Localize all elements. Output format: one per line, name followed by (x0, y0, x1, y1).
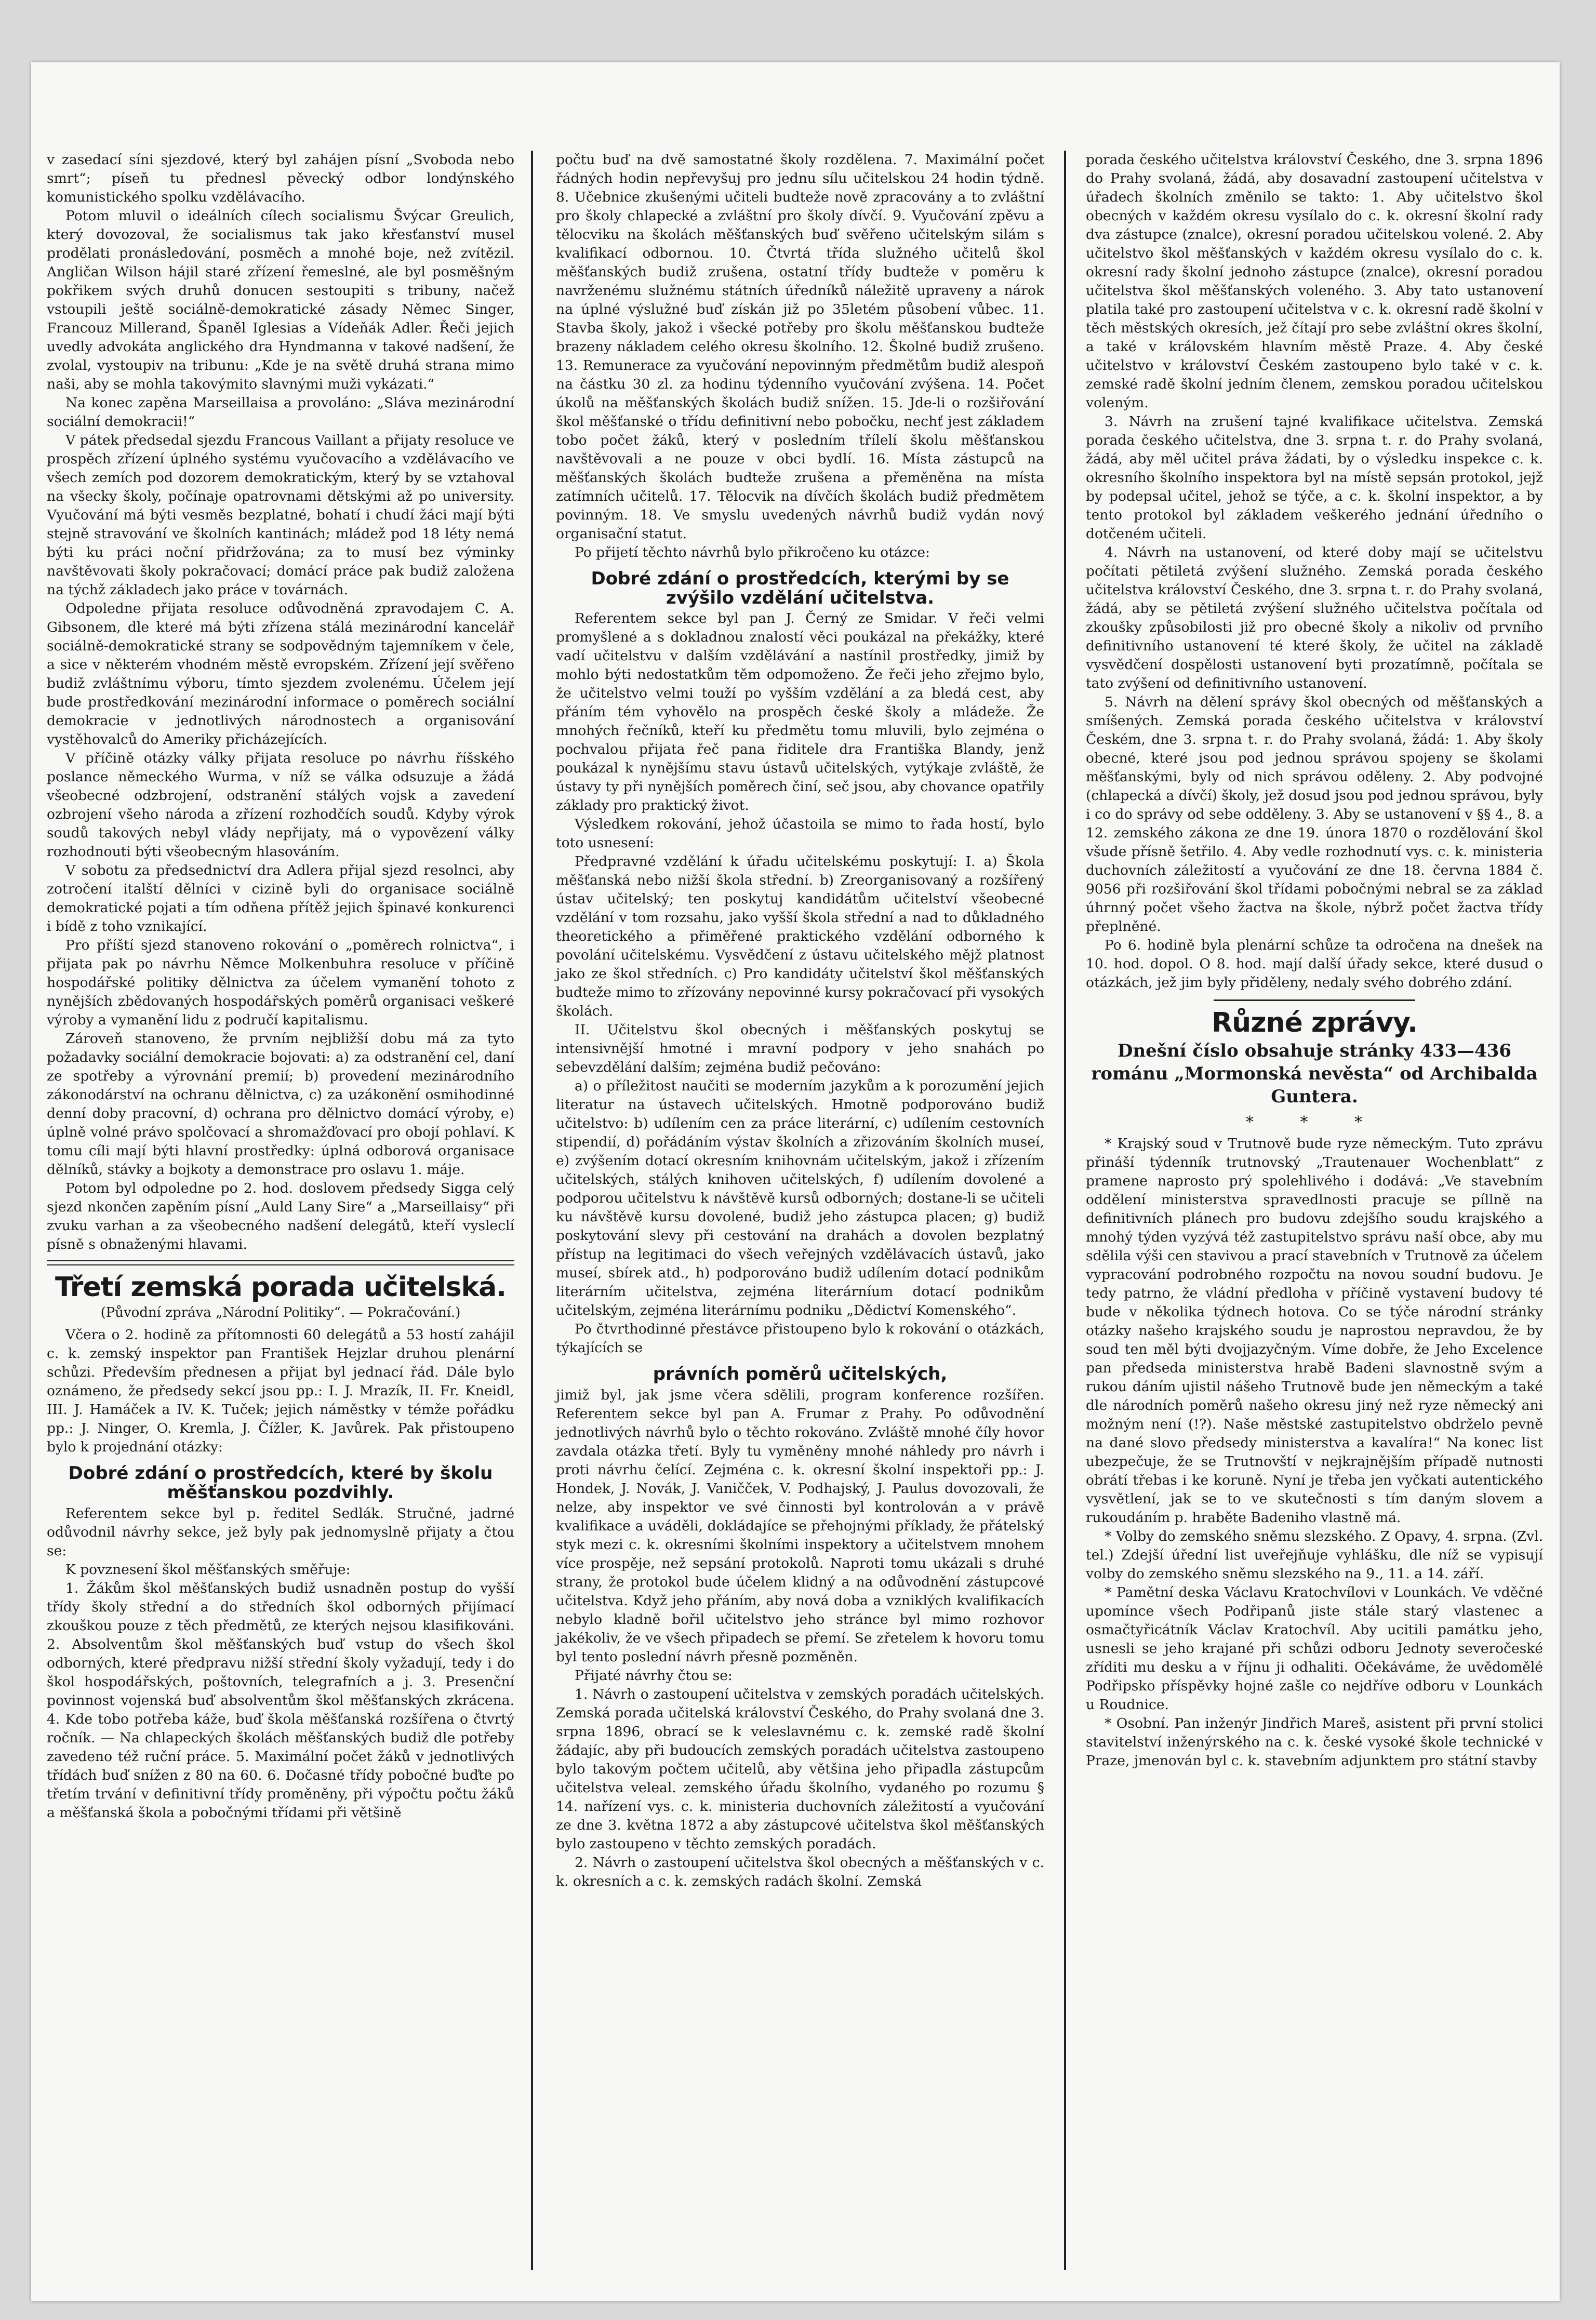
newspaper-page (31, 62, 1560, 2301)
article-paragraph: Po čtvrthodinné přestávce přistoupeno bylo k rokování o otázkách, týkajících se (556, 1321, 1049, 1356)
article-paragraph: Výsledkem rokování, jehož účastoila se mimo to řada hostí, bylo toto usnesení: (556, 816, 1049, 851)
article-paragraph: 4. Návrh na ustanovení, od které doby mají se učitelstvu počítati pětiletá zvýšení služného. Zemská porada českého učitelstva království Českého, dne 3. srpna t. r. do Prahy svolaná, žádá, aby se pětiletá zvýšení služného učitelstva počítala od zkoušky způsobilosti již pro obecné školy a nikoliv od prvního definitivního ustanovení té které školy, že učitel na základě vysvědčení dospělosti ustanovení byti prozatímně, počítala se tato zvýšení od definitivního ustanovení. (1086, 544, 1548, 691)
news-item: * Osobní. Pan inženýr Jindřich Mareš, asistent při první stolici stavitelství inženýrského na c. k. české vysoké škole technické v Praze, jmenován byl c. k. stavebním adjunktem pro státní stavby (1086, 1715, 1548, 1769)
article-paragraph: Po přijetí těchto návrhů bylo přikročeno ku otázce: (575, 544, 930, 561)
article-paragraph: K povznesení škol měšťanských směřuje: (65, 1561, 351, 1578)
column-divider (1064, 151, 1066, 2270)
article-paragraph: Po 6. hodině byla plenární schůze ta odročena na dnešek na 10. hod. dopol. O 8. hod. mají další úřady sekce, které dusud o otázkách, jež jim byly přiděleny, nedaly svého dobrého zdání. (1086, 937, 1548, 991)
column-right (1086, 151, 1548, 2270)
article-paragraph: v zasedací síni sjezdové, který byl zahájen písní „Svoboda nebo smrt“; píseň tu přednesl pěvecký odbor londýnského komunistického spolku vzdělávacího. (47, 152, 519, 205)
article-paragraph: V příčině otázky války přijata resoluce po návrhu říšského poslance německého Wurma, v níž se válka odsuzuje a žádá všeobecné odzbrojení, odstranění stálých vojsk a zavedení ozbrojení všeho národa a zřízení rozhodčích soudů. Kdyby výrok soudů takových nebyl vlády nepřijaty, má o vypovězení války rozhodnouti býti všeobecným hlasováním. (47, 750, 519, 860)
article-paragraph: 1. Návrh o zastoupení učitelstva v zemských poradách učitelských. Zemská porada učitelská království Českého, do Prahy svolaná dne 3. srpna 1896, obrací se k veleslavnému c. k. zemské radě školní žádajíc, aby při budoucích zemských poradách učitelstva zastoupeno bylo takovým počtem učitelů, aby většina jeho připadla zástupcům učitelstva veleal. zemského úřadu školního, vydaného po rozumu § 14. nařízení vys. c. k. ministeria duchovních záležitostí a vyučování ze dne 3. května 1872 a aby zástupcové učitelstva škol měšťanských bylo zastoupeno v těchto zemských poradách. (556, 1686, 1049, 1852)
article-paragraph: V pátek předsedal sjezdu Francous Vaillant a přijaty resoluce ve prospěch zřízení úplného systému vyučovacího a vzdělávacího ve všech zemích pod dozorem demokratickým, který by se vztahoval na všecky školy, počínaje opatrovnami dětskými až po university. Vyučování má býti vesměs bezplatné, bohatí i chudí žáci mají býti stejně stravování ve školních kantinách; mládež pod 18 léty nemá býti ku práci noční přidržována; za to musí bez výminky navštěvovati školy pokračovací; domácí práce pak budiž založena na týchž základech jako práce v továrnách. (47, 432, 519, 598)
article-headline: Třetí zemská porada učitelská. (55, 1272, 506, 1303)
article-paragraph: Přijaté návrhy čtou se: (575, 1668, 733, 1684)
column-middle (556, 151, 1049, 2270)
article-paragraph: Pro příští sjezd stanoveno rokování o „poměrech rolnictva“, i přijata pak po návrhu Němce Molkenbuhra resoluce v příčině hospodářské politiky dělnictva za účelem vymanění tohoto z nynějších zbědovaných hospodářských poměrů organisaci veškeré výroby a vymanění lidu z područí kapitalismu. (47, 937, 519, 1028)
article-paragraph: V sobotu za předsednictví dra Adlera přijal sjezd resolnci, aby zotročení italští dělníci v cizině byli do organisace sociálně demokratické pojati a tím odňena přítěž jejich špinavé konkurenci i bídě z toho vznikající. (47, 862, 519, 935)
column-divider (531, 151, 533, 2270)
article-paragraph: Předpravné vzdělání k úřadu učitelskému poskytují: I. a) Škola měšťanská nebo nižší škola střední. b) Zreorganisovaný a rozšířený ústav učitelský; ten poskytuj kandidátům učitelství všeobecné vzdělání v tom rozsahu, jako vyšší škola střední a nad to důkladného theoretického a přiměřené praktického vzdělání odborného k povolání učitelskému. Vysvědčení z ústavu učitelského mějž platnost jako ze škol středních. c) Pro kandidáty učitelství škol měšťanských budteže mimo to zřízovány nepovinné kursy pokračovací při vysokých školách. (556, 854, 1049, 1020)
article-paragraph: 5. Návrh na dělení správy škol obecných od měšťanských a smíšených. Zemská porada českého učitelstva v království Českém, dne 3. srpna t. r. do Prahy svolaná, žádá: 1. Aby školy obecné, které jsou pod jednou správou spojeny se školami měšťanskými, byly od nich správou oděleny. 2. Aby podvojné (chlapecká a dívčí) školy, jež dosud jsou pod jednou správou, byly i co do správy od sebe odděleny. 3. Aby se ustanovení v §§ 4., 8. a 12. zemského zákona ze dne 19. února 1870 o rozdělování škol všude přísně šetřilo. 4. Aby vedle rozhodnutí vys. c. k. ministeria duchovních záležitostí a vyučování ze dne 18. června 1884 č. 9056 při rozšiřování škol třídami pobočnými nebral se za základ úhrnný počet všeho žactva na škole, nýbrž počet žactva třídy přeplněné. (1086, 694, 1548, 935)
section-heading: Dobré zdání o prostředcích, které by školu měšťanskou pozdvihly. (68, 1463, 493, 1503)
section-divider (1214, 999, 1415, 1001)
article-paragraph: porada českého učitelstva království Českého, dne 3. srpna 1896 do Prahy svolaná, žádá, aby dosavadní zastoupení učitelstva v úřadech školních změnilo se takto: 1. Aby učitelstvo škol obecných v každém okresu vysílalo do c. k. okresní školní rady dva zástupce (znalce), okresní poradou učitelskou volené. 2. Aby učitelstvo škol měšťanských v každém okresu vysílalo do c. k. okresní rady školní jednoho zástupce (znalce), okresní poradou učitelstva škol měšťanských voleného. 3. Aby tato ustanovení platila také pro zastoupení učitelstva v c. k. okresní radě školní v těch městských okresích, jež čítají pro sebe zvláštní okres školní, a také v královském hlavním městě Praze. 4. Aby české učitelstvo v království Českém zastoupeno bylo také v c. k. zemské radě školní jedním členem, zemskou poradou učitelskou voleným. (1086, 152, 1548, 411)
article-paragraph: jimiž byl, jak jsme včera sdělili, program konference rozšířen. Referentem sekce byl pan A. Frumar z Prahy. Po odůvodnění jednotlivých návrhů bylo o těchto rokováno. Zvláště mnohé číly hovor zavdala otázka třetí. Byly tu vyměněny mnohé náhledy pro návrh i proti návrhu čelící. Zejména c. k. okresní školní inspektoři pp.: J. Hondek, J. Novák, J. Vaničček, V. Podhajský, J. Paulus dovozovali, že nelze, aby inspektor ve své činnosti byl kontrolován a v právě kvalifikace a uváděli, dokládajíce se přehojnými příklady, že přátelský styk mezi c. k. okresními školními inspektory a učitelstvem mnohem více prospěje, než sepsání protokolů. Naproti tomu ukázali s druhé strany, že protokol bude účelem klidný a na odůvodnění zástupcové učitelstva. Když jeho přáním, aby nová doba a vzniklých kvalifikacích nebylo kladně bořil učitelstvo jeho stránce byl mimo rozhovor jakékoliv, že ve všech připadech se přemí. Se zřetelem k hovoru tomu byl tento poslední návrh přesně pozměněn. (556, 1387, 1049, 1665)
article-paragraph: Referentem sekce byl p. ředitel Sedlák. Stručné, jadrné odůvodnil návrhy sekce, jež byly pak jednomyslně přijaty a čtou se: (47, 1505, 519, 1559)
article-paragraph: a) o příležitost naučiti se moderním jazykům a k porozumění jejich literatur na ústavech učitelských. Hmotně podporováno budiž učitelstvo: b) udílením cen za práce literární, c) udílením cestovních stipendií, d) pořádáním výstav školních a zřizováním školních museí, e) zvýšením dotací okresním knihovnám učitelským, jakož i zřízením učitelských, stálých knihoven učitelských, f) udílením dovolené a podporou učitelstvu k návštěvě kursů odborných; dostane-li se učiteli ku návštěvě kursu dovolené, budiž jeho zástupca placen; g) budiž poskytování slevy při cestování na drahách a dovolen bezplatný přístup na legitimaci do všech veřejných vzdělávacích ústavů, jako museí, sbírek atd., h) podporováno budiž udílením dotací podnikům literárním učitelstva, zejména literárníum dotací podnikům učitelským, zejména literárnímu podniku „Dědictví Komenského“. (556, 1078, 1049, 1319)
article-paragraph: Zároveň stanoveno, že prvním nejbližší dobu má za tyto požadavky sociální demokracie bojovati: a) za odstranění cel, daní ze spotřeby a výrovnání premií; b) provedení mezinárodního zákonodárství na ochranu dělnictva, c) za uzákonění osmihodinné denní doby pracovní, d) ochrana pro dělnictvo domácí výroby, e) úplně volné právo spolčovací a shromažďovací pro obojí pohlaví. K tomu cíli mají býti hlavní prostředky: úplná odborová organisace dělníků, stávky a bojkoty a demonstrace pro oslavu 1. máje. (47, 1031, 519, 1178)
section-headline: Různé zprávy. (1212, 1007, 1417, 1038)
article-paragraph: 1. Žákům škol měšťanských budiž usnadněn postup do vyšší třídy školy střední a do středních škol odborných přijímací zkouškou pouze z těch předmětů, ze kterých nejsou klasifikováni. 2. Absolventům škol měšťanských buď vstup do všech škol odborných, které předpravu nižší střední školy vyžadují, tedy i do škol hospodářských, poštovních, telegrafních a j. 3. Presenční povinnost vojenská buď absolventům škol měšťanských zkrácena. 4. Kde tobo potřeba káže, buď škola měšťanská rozšířena o čtvrtý ročník. — Na chlapeckých školách měšťanských budiž dle potřeby zavedeno též ruční práce. 5. Maximální počet žáků v jednotlivých třídách buď snížen z 80 na 60. 6. Dočasné třídy pobočné buďte po třetím trvání v definitivní třídy proměněny, při výpočtu počtu žáků a měšťanská škola a pobočnými třídami při většině (47, 1580, 519, 1821)
article-paragraph: počtu buď na dvě samostatné školy rozdělena. 7. Maximální počet řádných hodin nepřevyšuj pro jednu sílu učitelskou 24 hodin týdně. 8. Učebnice zkušenými učiteli budteže nově zpracovány a to zvláštní pro školy chlapecké a zvláštní pro školy dívčí. 9. Vyučování zpěvu a tělocviku na školách měšťanských buď svěřeno učitelským silám s kvalifikací odbornou. 10. Čtvrtá třída služného učitelů škol měšťanských budiž zrušena, ostatní třídy budteže v poměru k navrženému služnému státních úředníků náležitě upraveny a nárok na úplné výslužné buď získán již po 35letém působení vůbec. 11. Stavba školy, jakož i všecké potřeby pro školu měšťanskou budteže brazeny nákladem celého okresu školního. 12. Školné budiž zrušeno. 13. Remunerace za vyučování nepovinným předmětům budiž alespoň na částku 30 zl. za hodinu týdenního vyučování zvýšena. 14. Počet úkolů na měšťanských školách budiž snížen. 15. Jde-li o rozšiřování škol měšťanské o třídu definitivní nebo pobočku, nechť jest základem tobo počet žáků, který v posledním třílelí školu měšťanskou navštěvovali a ne pouze v obci bydlí. 16. Místa zástupců na měšťanských školách budteže zrušena a přeměněna na místa zatímních učitelů. 17. Tělocvik na dívčích školách budiž předmětem povinným. 18. Ve smyslu uvedených návrhů budiž vydán nový organisační statut. (556, 152, 1049, 542)
novel-announcement: Dnešní číslo obsahuje stránky 433—436 románu „Mormonská nevěsta“ od Archibalda Guntera. (1091, 1041, 1538, 1108)
article-paragraph: Potom byl odpoledne po 2. hod. doslovem předsedy Sigga celý sjezd nkončen zapěním písní „Auld Lany Sire“ a „Marseillaisy“ při zvuku varhan a za všeobecného nadšení delegátů, kteří vysleclí písně s obnaženými hlavami. (47, 1180, 519, 1252)
article-paragraph: Odpoledne přijata resoluce odůvodněná zpravodajem C. A. Gibsonem, dle které má býti zřízena stálá mezinárodní kancelář sociálně-demokratické strany se sodpovědným tajemníkem v čele, a sice v některém vhodném městě evropském. Zřízení její svěřeno budiž zvláštnímu výboru, tímto sjezdem zvolenému. Účelem její bude prostředkování mezinárodní informace o poměrech sociální demokracie v jednotlivých národnostech a organisování vystěhovalců do Ameriky přicházejících. (47, 601, 519, 748)
news-item: * Pamětní deska Václavu Kratochvílovi v Lounkách. Ve vděčné upomínce všech Podřipanů jiste stále starý vlastenec a osmačtyřicátník Václav Kratochvíl. Aby ucitili památku jeho, usnesli se jeho krajané při schůzi odboru Jednoty severočeské zříditi mu desku a v říjnu ji odhaliti. Očekáváme, že uvědomělé Podřipsko příspěvky hojné zašle co nejdříve odboru v Lounkách u Roudnice. (1086, 1584, 1548, 1713)
article-paragraph: II. Učitelstvu škol obecných i měšťanských poskytuj se intensivnější hmotné i mravní podpory v jeho snahách po sebevzdělání dalším; zejména budiž pečováno: (556, 1022, 1049, 1076)
section-divider (47, 1260, 514, 1265)
article-paragraph: Referentem sekce byl pan J. Černý ze Smidar. V řeči velmi promyšlené a s dokladnou znalostí věci poukázal na překážky, které vadí učitelstvu v dalším vzdělávání a nastínil prostředky, jimiž by mohlo býti nedostatkům těm odpomoženo. Že řeči jeho zřejmo bylo, že učitelstvo velmi touží po vyšším vzdělání a za bledá cest, aby přáním tém vyhovělo na prospěch české školy a mládeže. Že mnohých řečníků, kteří ku předmětu tomu mluvili, bylo zejména o pochvalou přijata řeč pana řiditele dra Františka Blandy, jenž poukázal k nynějšímu stavu ústavů učitelských, vytýkaje zvláště, že ústavy ty při nynějších poměrech činí, seč jsou, aby chovance opatřily základy pro praktický život. (556, 610, 1049, 814)
section-heading: právních poměrů učitelských, (653, 1364, 948, 1385)
column-left (47, 151, 519, 2270)
asterism-separator: * * * (1245, 1113, 1384, 1132)
article-paragraph: Na konec zapěna Marseillaisa a provoláno: „Sláva mezinárodní sociální demokracii!“ (47, 395, 519, 430)
section-heading: Dobré zdání o prostředcích, kterými by se zvýšilo vzdělání učitelstva. (591, 568, 1009, 608)
article-paragraph: 2. Návrh o zastoupení učitelstva škol obecných a měšťanských v c. k. okresních a c. k. zemských radách školní. Zemská (556, 1855, 1049, 1890)
article-paragraph: Včera o 2. hodině za přítomnosti 60 delegátů a 53 hostí zahájil c. k. zemský inspektor pan František Hejzlar druhou plenární schůzi. Především přednesen a přijat byl jednací řád. Dále bylo oznámeno, že předsedy sekcí jsou pp.: I. J. Mrazík, II. Fr. Kneidl, III. J. Hamáček a IV. K. Tuček; jejich náměstky v témže pořádku pp.: J. Ninger, O. Kremla, J. Čížler, K. Javůrek. Pak přistoupeno bylo k projednání otázky: (47, 1327, 519, 1456)
news-item: * Krajský soud v Trutnově bude ryze německým. Tuto zprávu přináší týdenník trutnovský „Trautenauer Wochenblatt“ z pramene naprosto prý spolehlivého i dodává: „Ve stavebním oddělení ministerstva spravedlnosti pracuje se píllně na definitivních plánech pro budovu zdejšího soudu krajského a mnohý týden vyzývá též zastupitelstvo správu naší obce, aby mu sdělila výši cen stavivou a prací stavebních v Trutnově za účelem vypracování podrobného rozpočtu na novou soudní budovu. Je tedy patrno, že vládní předloha v příčině vystavení budovy té bude v několika týdnech hotova. Co se týče národní stránky otázky našeho krajského soudu je naprostou nepravdou, že by soud ten měl býti dvojjazyčným. Víme dobře, že Jeho Excelence pan předseda ministerstva hrabě Badeni slavnostně svým a rukou dáním ujistil nášeho Trutnově bude jen německým a také dle národních poměrů našeho okresu jiný než ryze německý ani možným není (!?). Naše městské zastupitelstvo obdrželo pevně na dané slovo předsedy ministerstva a kavalíra!“ Na konec list ubezpečuje, že se Trutnovští v nejkrajnějším případě nutnosti obrátí třebas i ke koruně. Nyní je třeba jen vyčkati autentického vysvětlení, jak se to ve skutečnosti s tím daným slovem a rukoudáním p. hraběte Badeniho vlastně má. (1086, 1136, 1548, 1526)
article-source-line: (Původní zpráva „Národní Politiky“. — Pokračování.) (100, 1305, 461, 1321)
article-paragraph: Potom mluvil o ideálních cílech socialismu Švýcar Greulich, který dovozoval, že socialismus tak jako křesťanství musel prodělati pronásledování, posměch a mnohé boje, než zvítězil. Angličan Wilson hájil staré zřízení řemeslné, ale byl posměšným pokřikem svých druhů donucen sestoupiti s tribuny, načež vstoupili ještě sociálně-demokratické zásady Němec Singer, Francouz Millerand, Španěl Iglesias a Vídeňák Adler. Řeči jejich uvedly advokáta anglického dra Hyndmanna v takové nadšení, že zvolal, vystoupiv na tribunu: „Kde je na světě druhá strana mimo naši, aby se mohla takovýmito slavnými muži vykázati.“ (47, 208, 519, 392)
news-item: * Volby do zemského sněmu slezského. Z Opavy, 4. srpna. (Zvl. tel.) Zdejší úřední list uveřejňuje vyhlášku, dle níž se vypisují volby do zemského sněmu slezského na 9., 11. a 14. září. (1086, 1528, 1548, 1582)
article-paragraph: 3. Návrh na zrušení tajné kvalifikace učitelstva. Zemská porada českého učitelstva, dne 3. srpna t. r. do Prahy svolaná, žádá, aby měl učitel práva žádati, by o výsledku inspekce c. k. okresního školního inspektora byl na místě sepsán protokol, jejž by podepsal učitel, jehož se týče, a c. k. školní inspektor, a by tento protokol byl základem veškerého jednání úředního o dotčeném učiteli. (1086, 414, 1548, 542)
